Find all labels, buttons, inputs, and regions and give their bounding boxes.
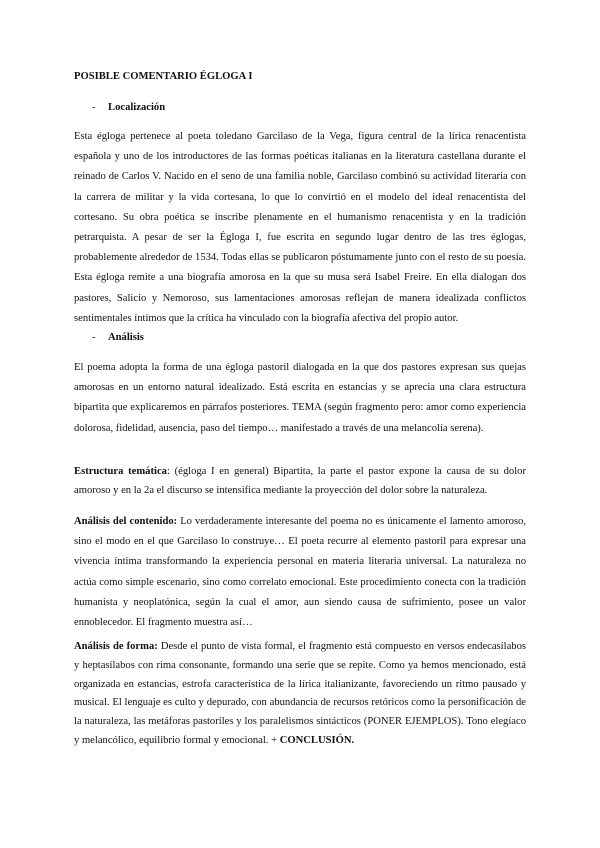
paragraph-estructura — [74, 463, 526, 501]
section-heading-label: Localización — [108, 102, 166, 113]
estructura-text: : (égloga I en general) Bipartita, la parte el pastor expone la causa de su dolor amoroso y en la 2a el discurso se intensifica mediante la proyección del dolor sobre la naturaleza. — [74, 466, 526, 496]
bullet-dash: - — [92, 332, 96, 343]
contenido-label: Análisis del contenido: — [74, 516, 178, 527]
forma-text: Desde el punto de vista formal, el fragmento está compuesto en versos endecasílabos y heptasílabos con rima consonante, formando una serie que se repite. Como ya hemos mencionado, está organizada en estancias, estrofa característica de la lírica italianizante, favoreciendo un ritmo pausado y musical. El lenguaje es culto y depurado, con abundancia de recursos retóricos como la personificación de la naturaleza, las metáforas pastoriles y los paralelismos sintácticos (PONER EJEMPLOS). Tono elegíaco y melancólico, equilibrio formal y emocional. + — [74, 641, 526, 746]
paragraph-forma — [74, 638, 526, 751]
estructura-label: Estructura temática — [74, 466, 167, 477]
section-heading-label: Análisis — [108, 332, 144, 343]
contenido-text: Lo verdaderamente interesante del poema no es únicamente el lamento amoroso, sino el modo en el que Garcilaso lo construye… El poeta recurre al elemento pastoril para expresar una vivencia íntima transformando la experiencia personal en materia literaria universal. La naturaleza no actúa como simple escenario, sino como correlato emocional. Este procedimiento conecta con la tradición humanista y neoplatónica, según la cual el amor, aun siendo causa de sufrimiento, posee un valor ennoblecedor. El fragmento muestra así… — [74, 516, 527, 629]
conclusion-label: CONCLUSIÓN. — [279, 734, 355, 746]
paragraph-contenido — [74, 512, 526, 633]
bullet-dash: - — [92, 102, 96, 113]
paragraph-analisis-intro: El poema adopta la forma de una égloga pastoril dialogada en la que dos pastores expresan sus quejas amorosas en un entorno natural idealizado. Está escrita en estancias y se aprecia una clara estructura bipartita que explicaremos en párrafos posteriores. TEMA (según fragmento pero: amor como experiencia dolorosa, fidelidad, ausencia, paso del tiempo… manifestado a través de una melancolía serena). — [74, 362, 526, 434]
document-title: POSIBLE COMENTARIO ÉGLOGA I — [74, 71, 253, 82]
forma-label: Análisis de forma: — [74, 641, 158, 652]
section-heading-localizacion — [92, 102, 165, 113]
section-heading-analisis — [92, 332, 144, 343]
paragraph-localizacion: Esta égloga pertenece al poeta toledano Garcilaso de la Vega, figura central de la lírica renacentista española y uno de los introductores de las formas poéticas italianas en la literatura castellana durante el reinado de Carlos V. Nacido en el seno de una familia noble, Garcilaso combinó su actividad literaria con la carrera de militar y la vida cortesana, lo que lo convirtió en el modelo del ideal renacentista del cortesano. Su obra poética se inscribe plenamente en el humanismo renacentista y en la tradición petrarquista. A pesar de ser la Égloga I, fue escrita en segundo lugar dentro de las tres églogas, probablemente alrededor de 1534. Todas ellas se publicaron póstumamente junto con el resto de su poesía. Esta égloga remite a una biografía amorosa en la que su musa será Isabel Freire. En ella dialogan dos pastores, Salicio y Nemoroso, sus lamentaciones amorosas reflejan de manera idealizada conflictos sentimentales íntimos que la crítica ha vinculado con la biografía afectiva del propio autor. — [74, 131, 526, 324]
